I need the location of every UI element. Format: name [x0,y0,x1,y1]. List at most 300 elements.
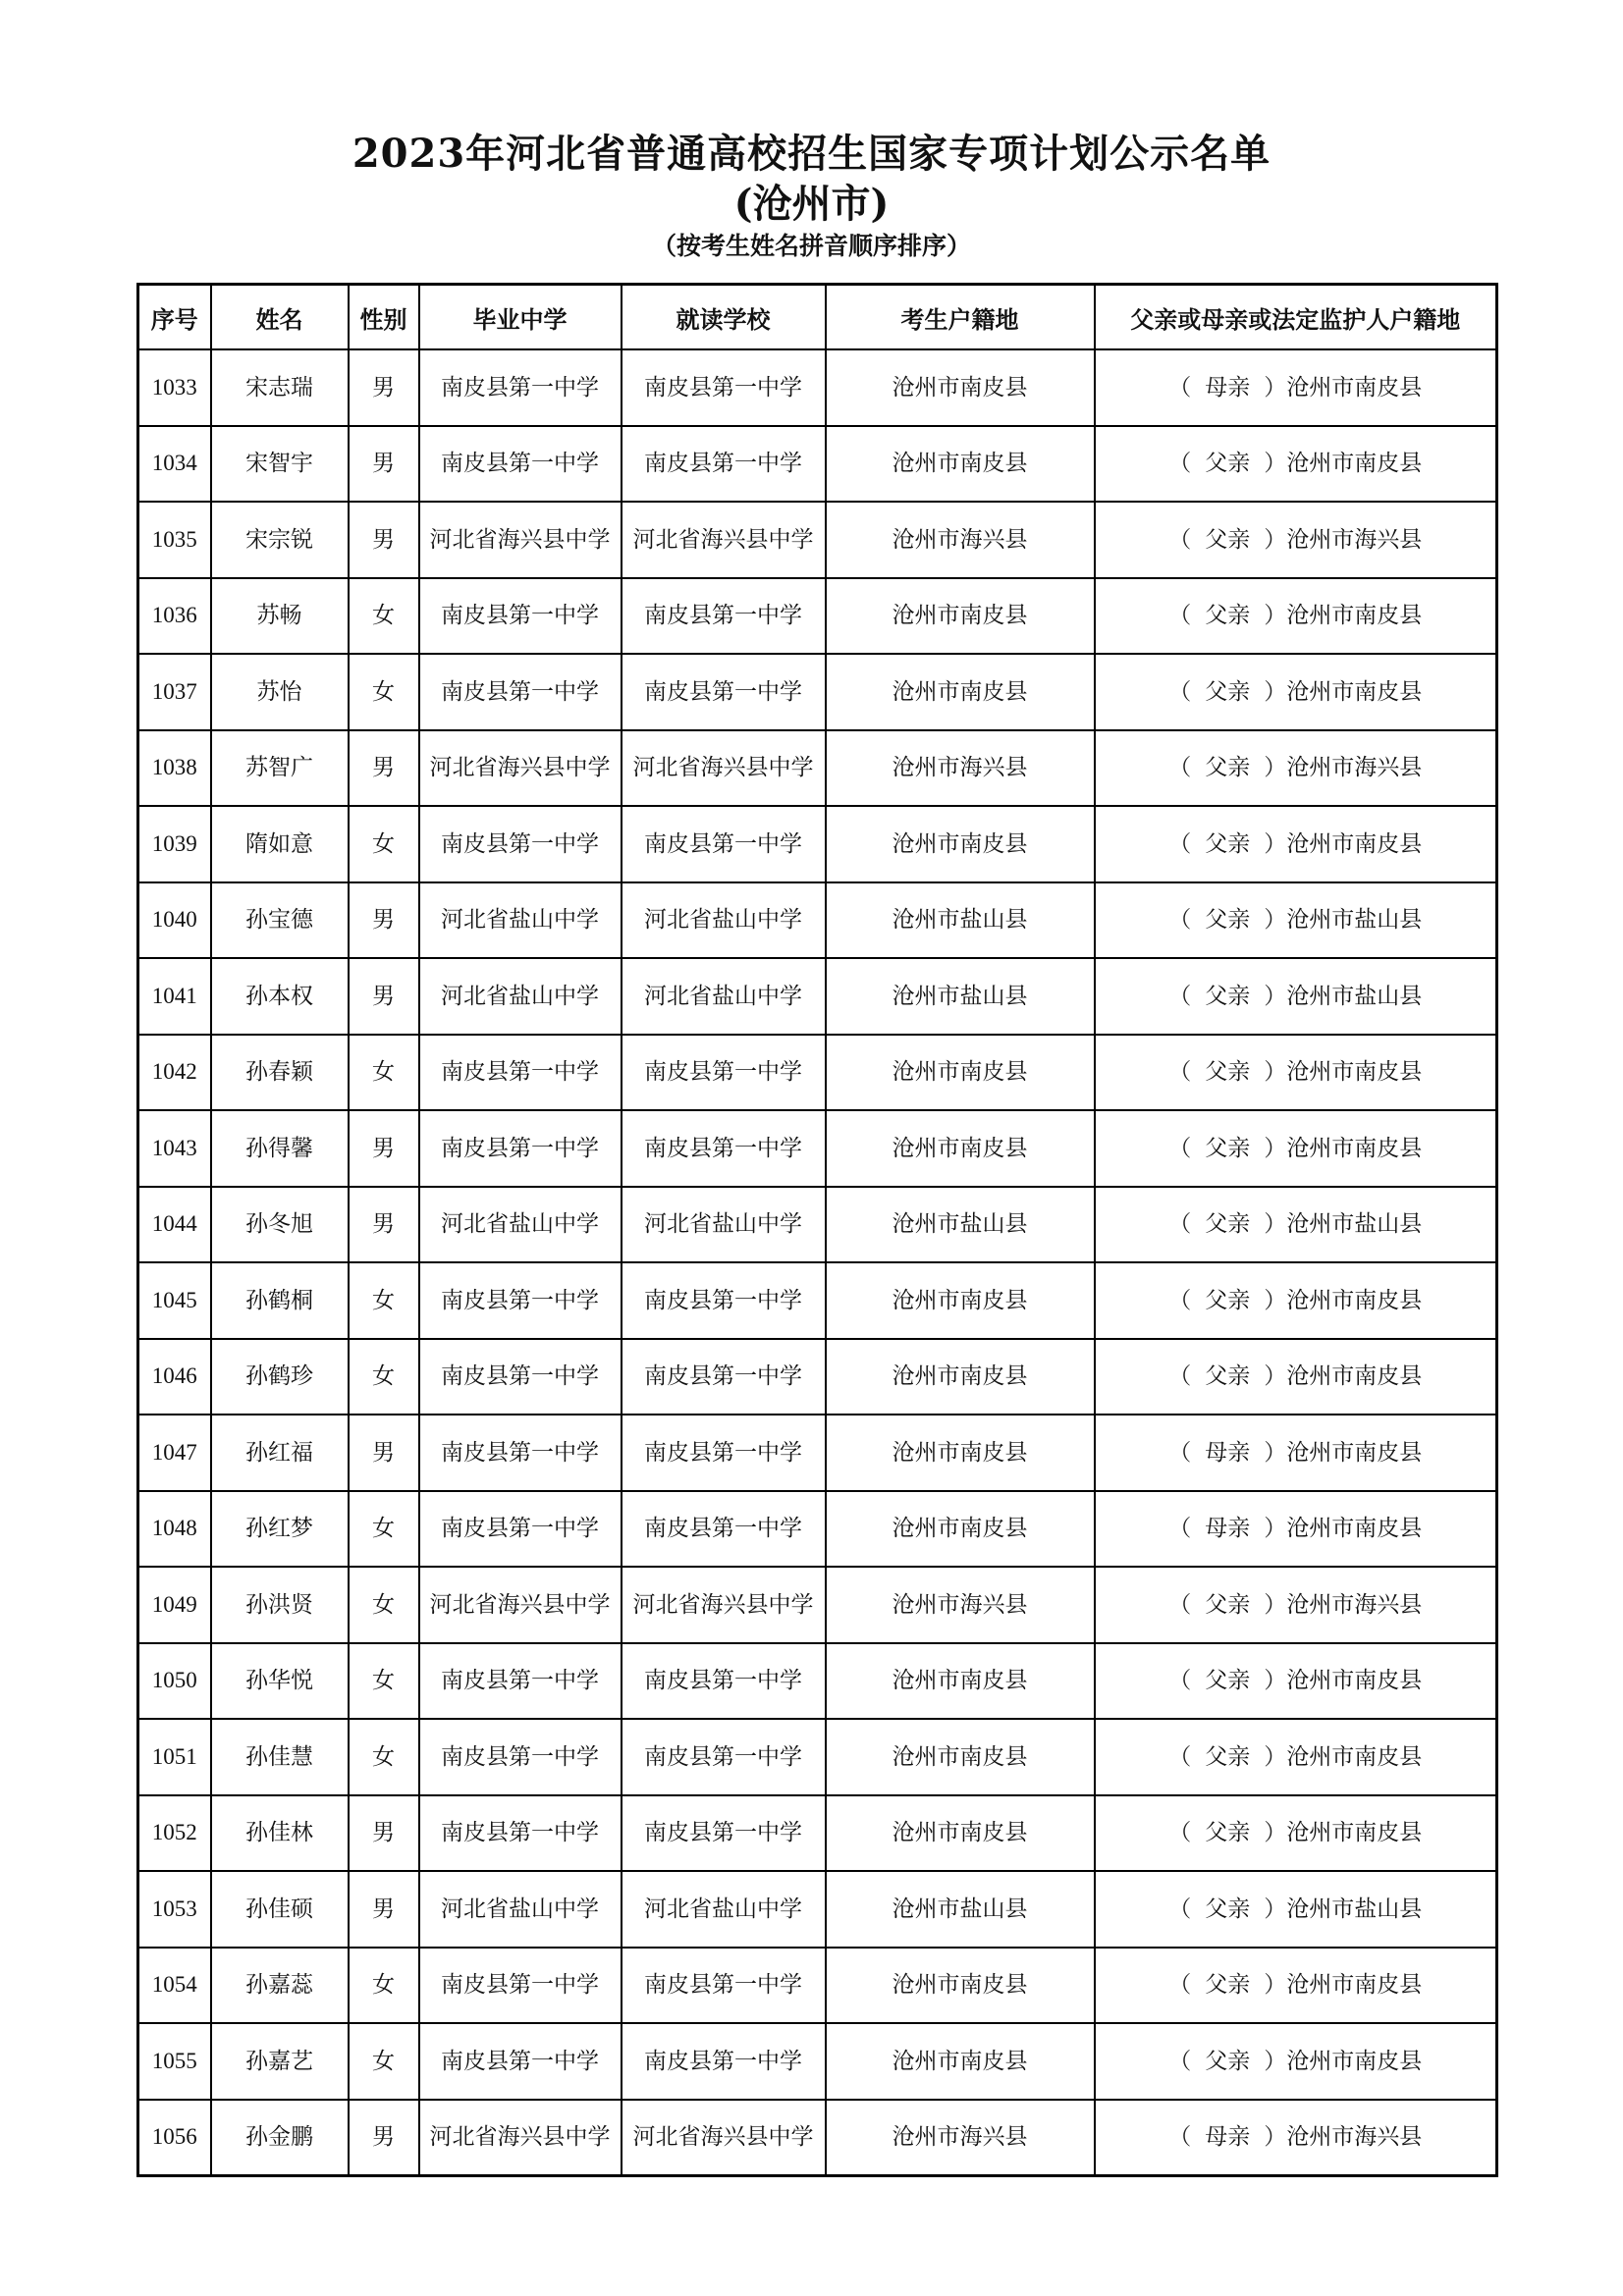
cell-hukou: 沧州市盐山县 [826,882,1095,959]
cell-no: 1045 [138,1262,211,1339]
cell-grad-school: 河北省盐山中学 [419,1187,622,1263]
guardian-hukou-value: 沧州市海兴县 [1286,1591,1423,1618]
paren-close: ） [1264,755,1287,781]
cell-current-school: 河北省盐山中学 [622,1187,826,1263]
cell-grad-school: 南皮县第一中学 [419,654,622,730]
cell-hukou: 沧州市南皮县 [826,1339,1095,1415]
table-row [138,1262,1497,1339]
cell-guardian-hukou [1095,1262,1497,1339]
guardian-relation: 父亲 [1205,451,1251,477]
cell-gender: 女 [349,2023,419,2100]
cell-gender: 女 [349,654,419,730]
cell-no: 1048 [138,1491,211,1568]
guardian-hukou-value: 沧州市盐山县 [1286,1211,1423,1238]
cell-hukou: 沧州市南皮县 [826,426,1095,503]
cell-current-school: 河北省盐山中学 [622,882,826,959]
table-row [138,1643,1497,1720]
table-row [138,806,1497,882]
cell-no: 1044 [138,1187,211,1263]
cell-grad-school: 南皮县第一中学 [419,1415,622,1491]
column-header-name: 姓名 [211,285,349,350]
cell-guardian-hukou [1095,958,1497,1035]
cell-grad-school: 河北省海兴县中学 [419,1567,622,1643]
cell-no: 1055 [138,2023,211,2100]
cell-gender: 男 [349,1871,419,1948]
guardian-hukou-value: 沧州市南皮县 [1286,1287,1423,1313]
cell-grad-school: 南皮县第一中学 [419,806,622,882]
cell-current-school: 河北省海兴县中学 [622,1567,826,1643]
paren-open: （ [1168,1972,1192,1999]
cell-no: 1047 [138,1415,211,1491]
paren-close: ） [1264,1896,1287,1922]
cell-guardian-hukou [1095,349,1497,426]
paren-close: ） [1264,907,1287,934]
column-header-hukou: 考生户籍地 [826,285,1095,350]
paren-open: （ [1168,374,1192,400]
cell-name: 苏智广 [211,730,349,807]
cell-guardian-hukou [1095,1948,1497,2024]
guardian-relation: 父亲 [1205,1287,1251,1313]
guardian-hukou-value: 沧州市南皮县 [1286,1516,1423,1542]
cell-name: 孙佳慧 [211,1719,349,1795]
cell-guardian-hukou [1095,1491,1497,1568]
page-title: 2023年河北省普通高校招生国家专项计划公示名单 [352,131,1271,177]
cell-no: 1037 [138,654,211,730]
table-row [138,1719,1497,1795]
guardian-hukou-value: 沧州市南皮县 [1286,603,1423,629]
cell-hukou: 沧州市海兴县 [826,1567,1095,1643]
page-subtitle: (沧州市) [733,181,890,227]
cell-current-school: 南皮县第一中学 [622,349,826,426]
paren-close: ） [1264,1363,1287,1390]
cell-current-school: 河北省盐山中学 [622,958,826,1035]
cell-gender: 女 [349,1567,419,1643]
cell-name: 孙嘉蕊 [211,1948,349,2024]
cell-guardian-hukou [1095,654,1497,730]
table-row [138,1491,1497,1568]
cell-name: 孙得馨 [211,1110,349,1187]
column-header-guardian-hukou: 父亲或母亲或法定监护人户籍地 [1095,285,1497,350]
cell-grad-school: 河北省海兴县中学 [419,730,622,807]
paren-open: （ [1168,2048,1192,2074]
paren-open: （ [1168,1668,1192,1694]
cell-name: 苏怡 [211,654,349,730]
cell-gender: 男 [349,1187,419,1263]
cell-grad-school: 南皮县第一中学 [419,2023,622,2100]
guardian-relation: 父亲 [1205,755,1251,781]
paren-close: ） [1264,451,1287,477]
roster-table [136,283,1498,2177]
guardian-hukou-value: 沧州市南皮县 [1286,1363,1423,1390]
cell-hukou: 沧州市盐山县 [826,958,1095,1035]
cell-guardian-hukou [1095,426,1497,503]
cell-current-school: 南皮县第一中学 [622,1262,826,1339]
paren-close: ） [1264,374,1287,400]
cell-hukou: 沧州市南皮县 [826,349,1095,426]
cell-grad-school: 南皮县第一中学 [419,1643,622,1720]
paren-close: ） [1264,830,1287,857]
paren-close: ） [1264,1591,1287,1618]
paren-open: （ [1168,755,1192,781]
cell-no: 1038 [138,730,211,807]
cell-guardian-hukou [1095,1719,1497,1795]
cell-gender: 男 [349,2100,419,2176]
paren-close: ） [1264,1972,1287,1999]
paren-open: （ [1168,1211,1192,1238]
guardian-hukou-value: 沧州市盐山县 [1286,983,1423,1009]
cell-current-school: 南皮县第一中学 [622,1491,826,1568]
cell-guardian-hukou [1095,806,1497,882]
paren-open: （ [1168,1591,1192,1618]
cell-gender: 男 [349,426,419,503]
paren-close: ） [1264,1287,1287,1313]
paren-close: ） [1264,1668,1287,1694]
table-row [138,1110,1497,1187]
paren-close: ） [1264,1516,1287,1542]
guardian-hukou-value: 沧州市盐山县 [1286,907,1423,934]
guardian-relation: 父亲 [1205,1743,1251,1770]
cell-grad-school: 南皮县第一中学 [419,1262,622,1339]
cell-gender: 男 [349,1795,419,1872]
cell-grad-school: 南皮县第一中学 [419,1795,622,1872]
paren-open: （ [1168,1287,1192,1313]
cell-current-school: 南皮县第一中学 [622,1035,826,1111]
cell-hukou: 沧州市南皮县 [826,1719,1095,1795]
cell-hukou: 沧州市南皮县 [826,1262,1095,1339]
cell-name: 孙冬旭 [211,1187,349,1263]
table-row [138,1035,1497,1111]
paren-open: （ [1168,678,1192,705]
table-row [138,882,1497,959]
roster-body [138,349,1497,2176]
column-header-gender: 性别 [349,285,419,350]
table-row [138,502,1497,578]
cell-no: 1056 [138,2100,211,2176]
cell-no: 1036 [138,578,211,655]
paren-close: ） [1264,983,1287,1009]
paren-open: （ [1168,1820,1192,1846]
paren-open: （ [1168,1135,1192,1161]
paren-open: （ [1168,1516,1192,1542]
cell-hukou: 沧州市南皮县 [826,1415,1095,1491]
guardian-relation: 父亲 [1205,1972,1251,1999]
cell-grad-school: 南皮县第一中学 [419,426,622,503]
guardian-hukou-value: 沧州市南皮县 [1286,1820,1423,1846]
cell-guardian-hukou [1095,1567,1497,1643]
paren-open: （ [1168,983,1192,1009]
cell-hukou: 沧州市海兴县 [826,730,1095,807]
cell-gender: 男 [349,502,419,578]
table-row [138,1339,1497,1415]
cell-grad-school: 河北省盐山中学 [419,958,622,1035]
cell-guardian-hukou [1095,882,1497,959]
cell-no: 1033 [138,349,211,426]
paren-close: ） [1264,1820,1287,1846]
cell-no: 1042 [138,1035,211,1111]
guardian-hukou-value: 沧州市南皮县 [1286,678,1423,705]
cell-name: 孙红福 [211,1415,349,1491]
cell-no: 1053 [138,1871,211,1948]
cell-gender: 男 [349,349,419,426]
table-row [138,1187,1497,1263]
cell-guardian-hukou [1095,2100,1497,2176]
table-row [138,2100,1497,2176]
cell-guardian-hukou [1095,1795,1497,1872]
cell-grad-school: 河北省海兴县中学 [419,502,622,578]
cell-hukou: 沧州市南皮县 [826,2023,1095,2100]
guardian-hukou-value: 沧州市南皮县 [1286,830,1423,857]
cell-current-school: 河北省海兴县中学 [622,2100,826,2176]
cell-hukou: 沧州市南皮县 [826,1948,1095,2024]
guardian-hukou-value: 沧州市南皮县 [1286,1439,1423,1466]
table-row [138,958,1497,1035]
cell-gender: 男 [349,882,419,959]
paren-open: （ [1168,830,1192,857]
cell-grad-school: 南皮县第一中学 [419,1719,622,1795]
cell-no: 1040 [138,882,211,959]
cell-no: 1049 [138,1567,211,1643]
cell-grad-school: 南皮县第一中学 [419,1035,622,1111]
cell-current-school: 南皮县第一中学 [622,578,826,655]
table-row [138,1567,1497,1643]
cell-hukou: 沧州市南皮县 [826,806,1095,882]
guardian-relation: 父亲 [1205,907,1251,934]
guardian-hukou-value: 沧州市海兴县 [1286,755,1423,781]
cell-gender: 男 [349,730,419,807]
guardian-relation: 父亲 [1205,1820,1251,1846]
sort-note: （按考生姓名拼音顺序排序） [651,232,971,260]
cell-current-school: 南皮县第一中学 [622,806,826,882]
cell-name: 孙本权 [211,958,349,1035]
cell-grad-school: 南皮县第一中学 [419,1339,622,1415]
cell-hukou: 沧州市南皮县 [826,1491,1095,1568]
guardian-hukou-value: 沧州市海兴县 [1286,2124,1423,2151]
paren-close: ） [1264,1135,1287,1161]
paren-close: ） [1264,1211,1287,1238]
cell-current-school: 南皮县第一中学 [622,2023,826,2100]
guardian-relation: 父亲 [1205,1591,1251,1618]
cell-grad-school: 南皮县第一中学 [419,1110,622,1187]
table-row [138,578,1497,655]
cell-guardian-hukou [1095,1110,1497,1187]
cell-current-school: 河北省海兴县中学 [622,502,826,578]
cell-guardian-hukou [1095,1187,1497,1263]
paren-close: ） [1264,2048,1287,2074]
cell-grad-school: 南皮县第一中学 [419,1491,622,1568]
cell-gender: 女 [349,1491,419,1568]
cell-name: 孙嘉艺 [211,2023,349,2100]
table-row [138,730,1497,807]
cell-gender: 女 [349,1339,419,1415]
cell-name: 孙佳硕 [211,1871,349,1948]
cell-grad-school: 南皮县第一中学 [419,1948,622,2024]
guardian-relation: 父亲 [1205,830,1251,857]
guardian-relation: 父亲 [1205,603,1251,629]
cell-name: 苏畅 [211,578,349,655]
table-row [138,2023,1497,2100]
cell-no: 1043 [138,1110,211,1187]
cell-name: 孙红梦 [211,1491,349,1568]
guardian-hukou-value: 沧州市南皮县 [1286,1972,1423,1999]
cell-hukou: 沧州市盐山县 [826,1871,1095,1948]
cell-current-school: 南皮县第一中学 [622,654,826,730]
table-row [138,426,1497,503]
guardian-hukou-value: 沧州市南皮县 [1286,1743,1423,1770]
table-header-row [138,285,1497,350]
cell-gender: 女 [349,1035,419,1111]
cell-no: 1054 [138,1948,211,2024]
cell-gender: 男 [349,1415,419,1491]
guardian-relation: 父亲 [1205,1668,1251,1694]
cell-name: 孙华悦 [211,1643,349,1720]
cell-hukou: 沧州市海兴县 [826,2100,1095,2176]
cell-name: 孙宝德 [211,882,349,959]
guardian-relation: 父亲 [1205,2048,1251,2074]
guardian-hukou-value: 沧州市南皮县 [1286,1059,1423,1086]
cell-name: 孙洪贤 [211,1567,349,1643]
cell-no: 1046 [138,1339,211,1415]
cell-no: 1039 [138,806,211,882]
cell-guardian-hukou [1095,2023,1497,2100]
cell-name: 孙金鹏 [211,2100,349,2176]
cell-grad-school: 河北省海兴县中学 [419,2100,622,2176]
guardian-hukou-value: 沧州市南皮县 [1286,1135,1423,1161]
cell-gender: 女 [349,806,419,882]
paren-open: （ [1168,1439,1192,1466]
table-row [138,1415,1497,1491]
column-header-no: 序号 [138,285,211,350]
cell-current-school: 河北省海兴县中学 [622,730,826,807]
cell-guardian-hukou [1095,1415,1497,1491]
column-header-grad-school: 毕业中学 [419,285,622,350]
cell-hukou: 沧州市盐山县 [826,1187,1095,1263]
paren-close: ） [1264,1743,1287,1770]
paren-open: （ [1168,1743,1192,1770]
cell-guardian-hukou [1095,1035,1497,1111]
cell-name: 宋志瑞 [211,349,349,426]
paren-open: （ [1168,603,1192,629]
cell-name: 孙春颖 [211,1035,349,1111]
cell-gender: 女 [349,1643,419,1720]
guardian-relation: 父亲 [1205,1363,1251,1390]
guardian-relation: 母亲 [1205,374,1251,400]
guardian-relation: 父亲 [1205,1211,1251,1238]
guardian-relation: 父亲 [1205,678,1251,705]
cell-hukou: 沧州市南皮县 [826,1643,1095,1720]
cell-no: 1041 [138,958,211,1035]
paren-close: ） [1264,678,1287,705]
guardian-relation: 母亲 [1205,1439,1251,1466]
cell-hukou: 沧州市南皮县 [826,1795,1095,1872]
guardian-hukou-value: 沧州市南皮县 [1286,451,1423,477]
cell-name: 宋宗锐 [211,502,349,578]
cell-current-school: 南皮县第一中学 [622,1110,826,1187]
column-header-current-school: 就读学校 [622,285,826,350]
cell-hukou: 沧州市南皮县 [826,654,1095,730]
table-row [138,1871,1497,1948]
cell-no: 1050 [138,1643,211,1720]
cell-hukou: 沧州市南皮县 [826,1110,1095,1187]
paren-open: （ [1168,2124,1192,2151]
cell-current-school: 南皮县第一中学 [622,1643,826,1720]
cell-guardian-hukou [1095,730,1497,807]
cell-gender: 女 [349,1719,419,1795]
cell-gender: 女 [349,1262,419,1339]
cell-hukou: 沧州市南皮县 [826,1035,1095,1111]
cell-name: 孙鹤桐 [211,1262,349,1339]
cell-guardian-hukou [1095,1339,1497,1415]
paren-close: ） [1264,2124,1287,2151]
guardian-hukou-value: 沧州市海兴县 [1286,526,1423,553]
cell-guardian-hukou [1095,1643,1497,1720]
cell-gender: 男 [349,958,419,1035]
guardian-hukou-value: 沧州市南皮县 [1286,1668,1423,1694]
guardian-relation: 母亲 [1205,2124,1251,2151]
cell-no: 1051 [138,1719,211,1795]
paren-open: （ [1168,526,1192,553]
table-row [138,1948,1497,2024]
cell-current-school: 南皮县第一中学 [622,1948,826,2024]
cell-name: 隋如意 [211,806,349,882]
guardian-relation: 母亲 [1205,1516,1251,1542]
guardian-hukou-value: 沧州市南皮县 [1286,374,1423,400]
cell-hukou: 沧州市南皮县 [826,578,1095,655]
cell-current-school: 南皮县第一中学 [622,1415,826,1491]
cell-current-school: 南皮县第一中学 [622,1719,826,1795]
paren-open: （ [1168,907,1192,934]
paren-close: ） [1264,526,1287,553]
cell-guardian-hukou [1095,502,1497,578]
table-row [138,349,1497,426]
cell-current-school: 河北省盐山中学 [622,1871,826,1948]
table-row [138,1795,1497,1872]
cell-guardian-hukou [1095,1871,1497,1948]
cell-grad-school: 河北省盐山中学 [419,1871,622,1948]
paren-open: （ [1168,1059,1192,1086]
cell-hukou: 沧州市海兴县 [826,502,1095,578]
cell-no: 1052 [138,1795,211,1872]
cell-no: 1034 [138,426,211,503]
cell-guardian-hukou [1095,578,1497,655]
cell-no: 1035 [138,502,211,578]
paren-open: （ [1168,1896,1192,1922]
guardian-relation: 父亲 [1205,1059,1251,1086]
guardian-relation: 父亲 [1205,1135,1251,1161]
guardian-hukou-value: 沧州市南皮县 [1286,2048,1423,2074]
paren-close: ） [1264,603,1287,629]
guardian-relation: 父亲 [1205,983,1251,1009]
guardian-relation: 父亲 [1205,526,1251,553]
cell-gender: 女 [349,1948,419,2024]
cell-current-school: 南皮县第一中学 [622,1795,826,1872]
cell-current-school: 南皮县第一中学 [622,1339,826,1415]
guardian-hukou-value: 沧州市盐山县 [1286,1896,1423,1922]
cell-gender: 男 [349,1110,419,1187]
cell-name: 宋智宇 [211,426,349,503]
cell-grad-school: 南皮县第一中学 [419,349,622,426]
cell-current-school: 南皮县第一中学 [622,426,826,503]
paren-close: ） [1264,1439,1287,1466]
cell-name: 孙佳林 [211,1795,349,1872]
cell-grad-school: 南皮县第一中学 [419,578,622,655]
paren-close: ） [1264,1059,1287,1086]
cell-grad-school: 河北省盐山中学 [419,882,622,959]
paren-open: （ [1168,451,1192,477]
cell-name: 孙鹤珍 [211,1339,349,1415]
paren-open: （ [1168,1363,1192,1390]
table-row [138,654,1497,730]
cell-gender: 女 [349,578,419,655]
